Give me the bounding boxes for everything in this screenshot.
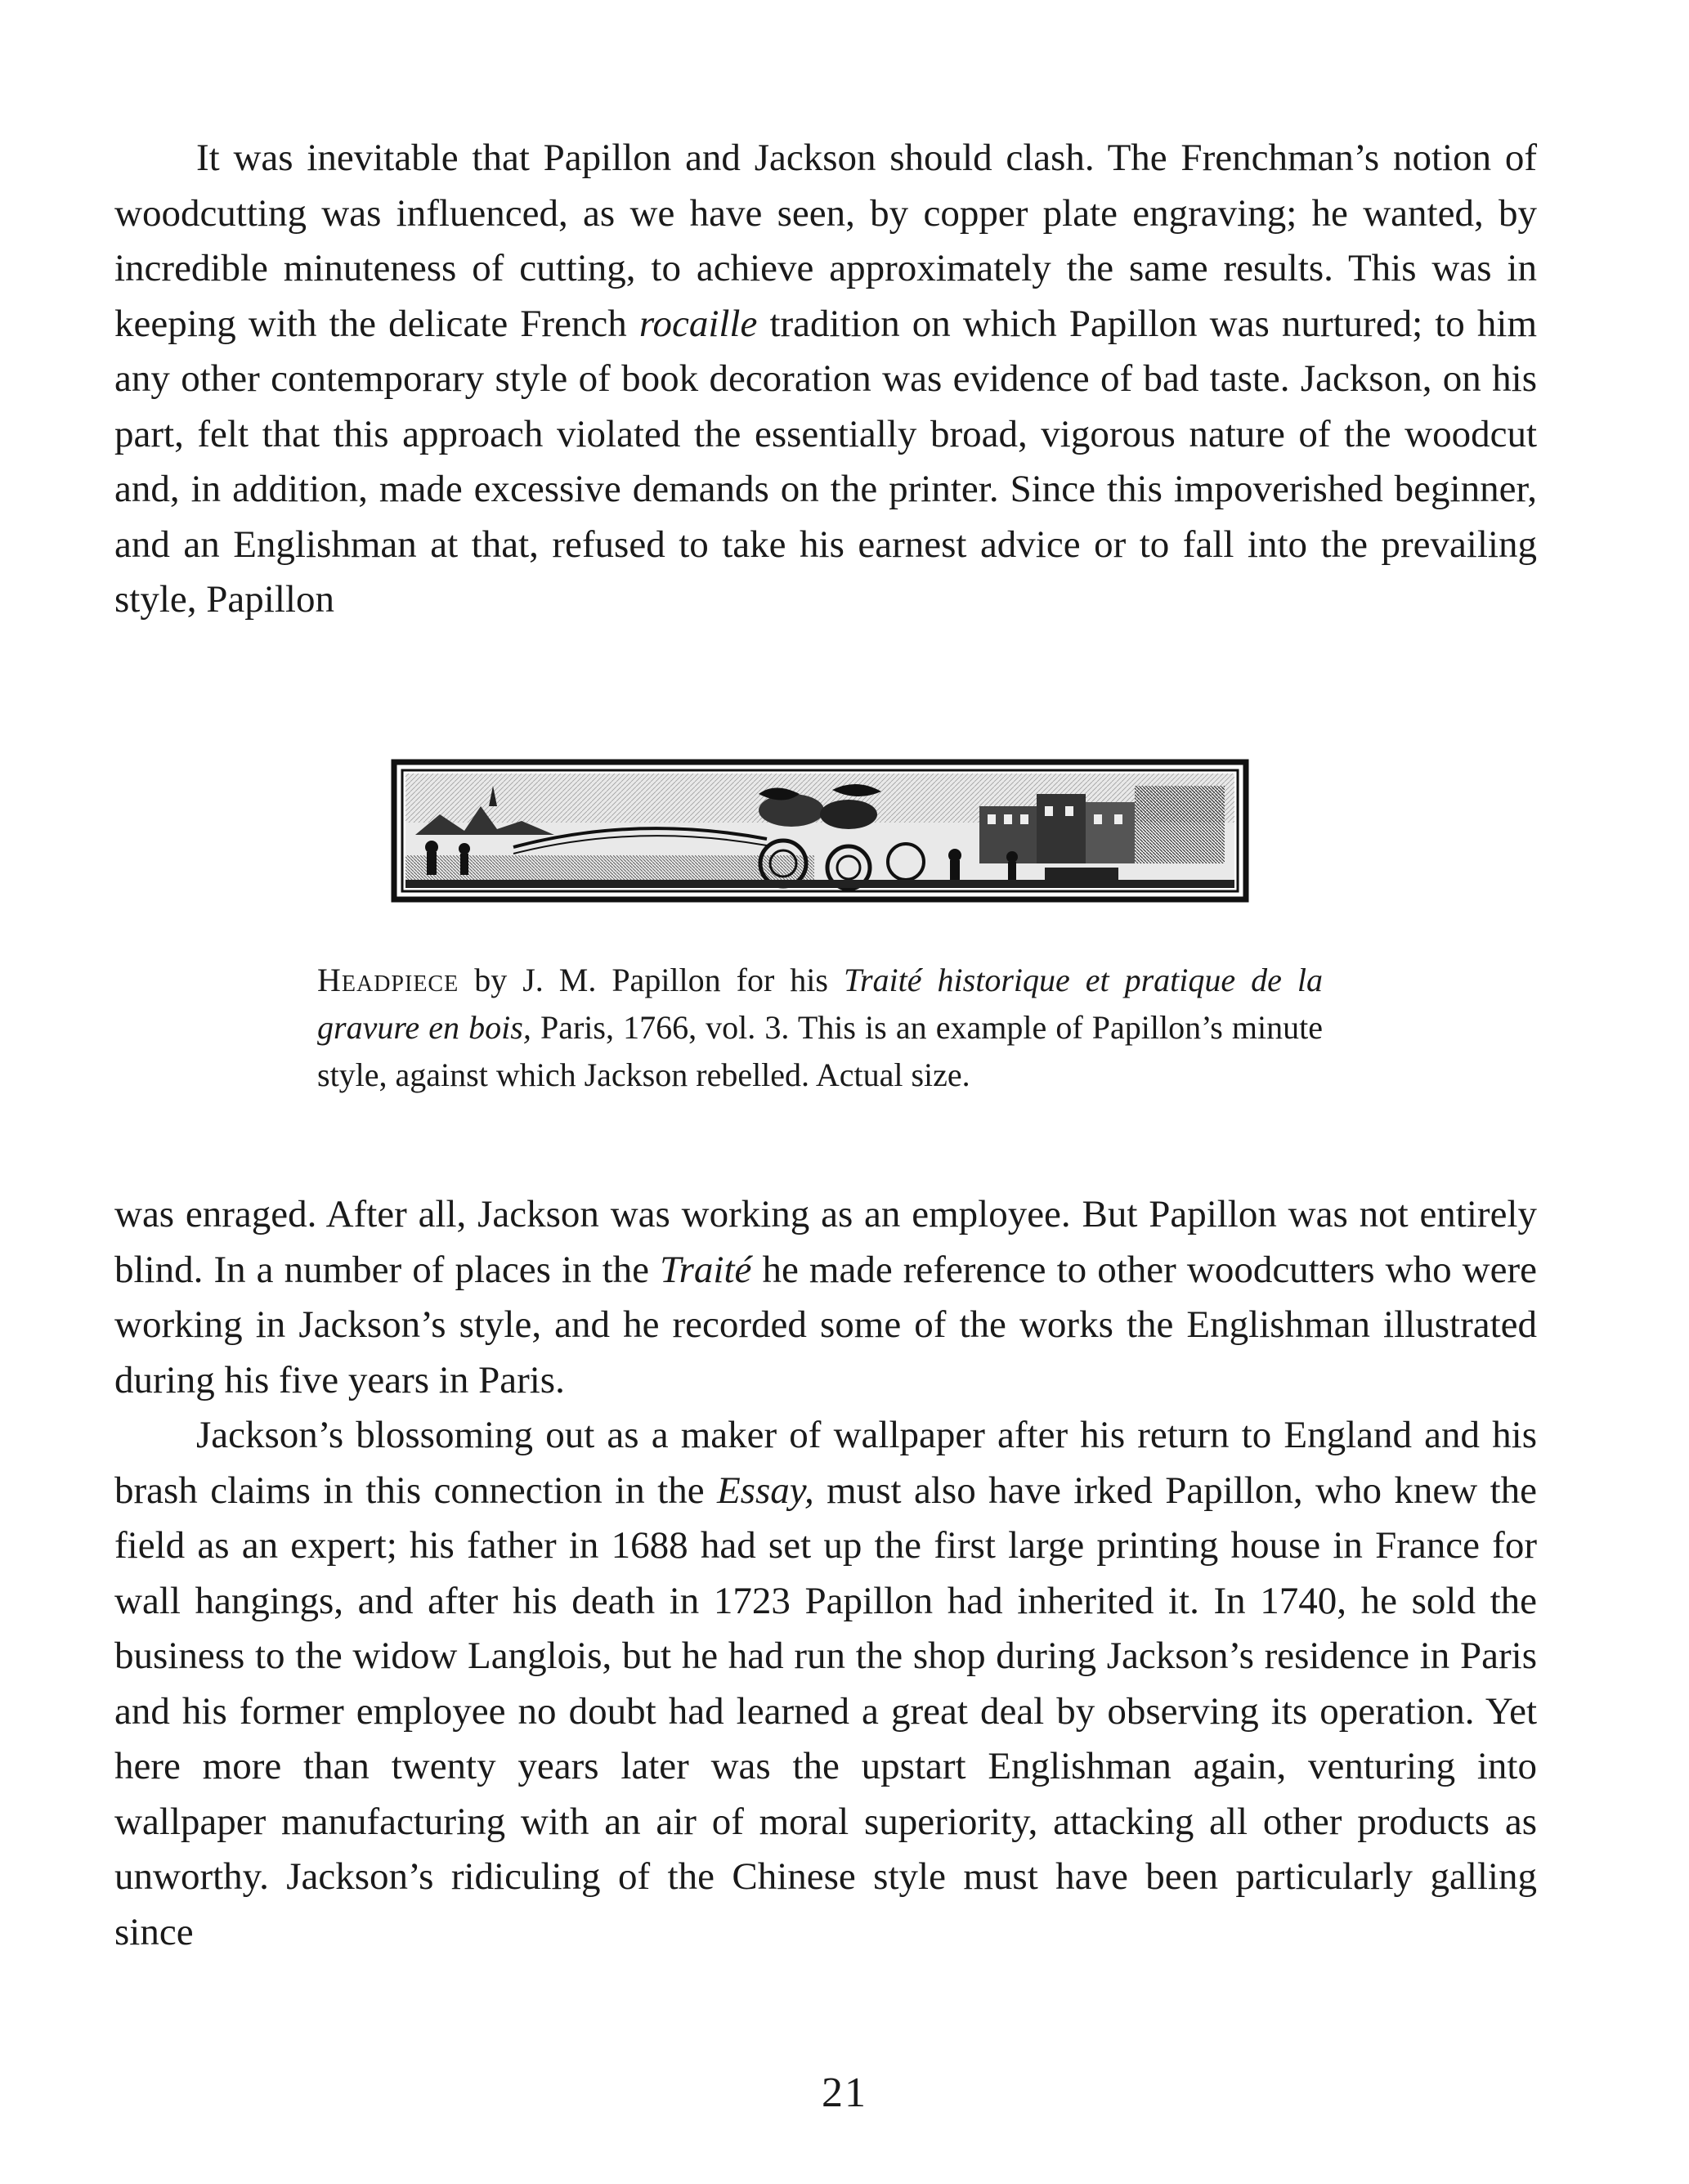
paragraph-clash [114,131,1537,628]
page-number: 21 [822,2070,867,2116]
italic-term-rocaille: rocaille [638,302,758,345]
caption-text: Paris, 1766, vol. 3. This is an example of Papillon’s minute style, against which Jackson rebelled. Actual size. [317,1009,1323,1093]
paragraph-wallpaper [114,1408,1537,1960]
caption-label: Headpiece [317,962,459,998]
paragraph-text: was enraged. After all, Jackson was working as an employee. But Papillon was not entirely blind. In a number of places in the [114,1193,1537,1291]
paragraph-text: must also have irked Papillon, who knew the field as an expert; his father in 1688 had set up the first large printing house in France for wall hangings, and after his death in 1723 Papillon had inherited it. In 1740, he sold the business to the widow Langlois, but he had run the shop during Jackson’s residence in Paris and his former employee no doubt had learned a great deal by observing its operation. Yet here more than twenty years later was the upstart Englishman again, venturing into wallpaper manufacturing with an air of moral superiority, attacking all other products as unworthy. Jackson’s ridiculing of the Chinese style must have been particularly galling since [114,1469,1537,1953]
figure-caption [317,957,1323,1099]
text-block-bottom [114,1187,1537,1960]
text-block-top [114,131,1537,628]
paragraph-text: he made reference to other woodcutters who were working in Jackson’s style, and he recorded some of the works the Englishman illustrated during his five years in Paris. [114,1248,1537,1401]
woodcut-headpiece-icon [391,757,1249,904]
italic-term-traite: Traité [660,1248,752,1291]
italic-term-essay: Essay, [716,1469,814,1512]
paragraph-text: tradition on which Papillon was nurtured; to him any other contemporary style of book decoration was evidence of bad taste. Jackson, on his part, felt that this approach violated the essentially broad, vigorous nature of the woodcut and, in addition, made excessive demands on the printer. Since this impoverished beginner, and an Englishman at that, refused to take his earnest advice or to fall into the prevailing style, Papillon [114,302,1538,621]
headpiece-figure [391,757,1249,904]
caption-text: by J. M. Papillon for his [459,962,844,998]
paragraph-text: It was inevitable that Papillon and Jackson should clash. The Frenchman’s notion of woodcutting was influenced, as we have seen, by copper plate engraving; he wanted, by incredible minuteness of cutting, to achieve approximately the same results. This was in keeping with the delicate French [114,137,1537,345]
paragraph-text: Jackson’s blossoming out as a maker of wallpaper after his return to England and his brash claims in this connection in the [114,1414,1537,1512]
paragraph-continued [114,1187,1537,1408]
caption-book-title: Traité historique et pratique de la gravure en bois, [317,962,1324,1046]
